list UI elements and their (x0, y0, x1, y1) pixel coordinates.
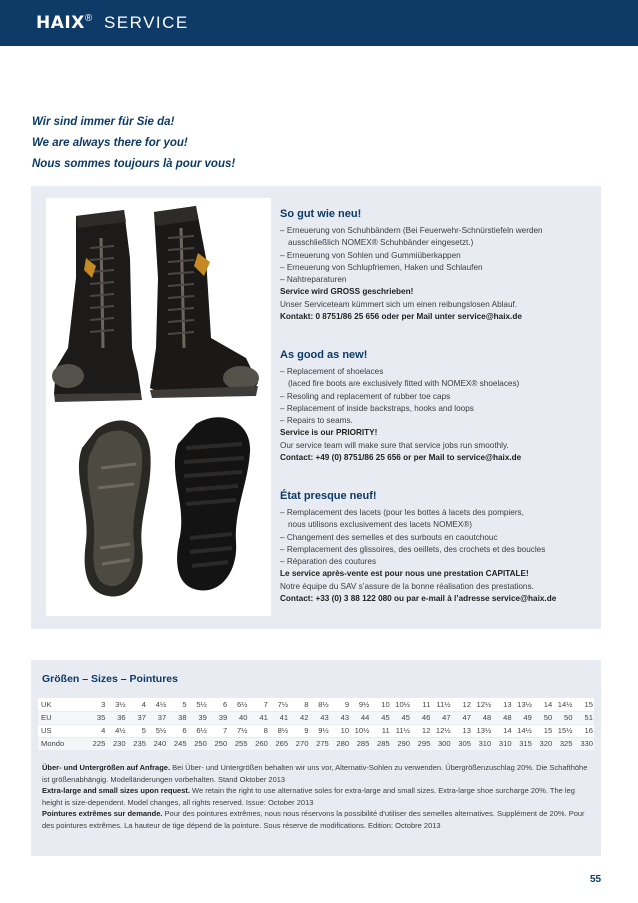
size-cell: 50 (533, 711, 553, 724)
service-item: – Replacement of inside backstraps, hooks and loops (280, 403, 474, 413)
size-cell: 39 (208, 711, 228, 724)
size-cell: 245 (167, 737, 187, 750)
sizes-panel (31, 660, 601, 856)
brand-logo-text: HAIX (36, 13, 85, 33)
size-cell: 9½ (350, 698, 370, 711)
size-cell: 13 (492, 698, 512, 711)
size-cell: 10 (370, 698, 390, 711)
size-cell: 45 (391, 711, 411, 724)
size-cell: 4½ (106, 724, 126, 737)
service-item: – Remplacement des glissoires, des oeillets, des crochets et des boucles (280, 544, 546, 554)
size-cell: 15½ (553, 724, 573, 737)
size-cell: 7½ (228, 724, 248, 737)
size-cell: 48 (472, 711, 492, 724)
size-cell: 320 (533, 737, 553, 750)
size-cell: 6½ (228, 698, 248, 711)
size-cell: 5½ (188, 698, 208, 711)
size-cell: 39 (188, 711, 208, 724)
slogan-de: Wir sind immer für Sie da! (32, 116, 175, 128)
size-cell: 10 (330, 724, 350, 737)
slogan-en: We are always there for you! (32, 137, 188, 149)
size-cell: 35 (86, 711, 106, 724)
size-cell: 7 (249, 698, 269, 711)
size-cell: 250 (208, 737, 228, 750)
size-cell: 290 (391, 737, 411, 750)
size-cell: 285 (370, 737, 390, 750)
size-cell: 6½ (188, 724, 208, 737)
size-cell: 310 (472, 737, 492, 750)
size-cell: 6 (208, 698, 228, 711)
size-cell: 37 (127, 711, 147, 724)
size-cell: 260 (249, 737, 269, 750)
size-cell: 270 (289, 737, 309, 750)
size-cell: 315 (513, 737, 533, 750)
size-cell: 3½ (106, 698, 126, 711)
size-cell: 14 (492, 724, 512, 737)
size-cell: 36 (106, 711, 126, 724)
size-cell: 8½ (269, 724, 289, 737)
size-cell: 4 (127, 698, 147, 711)
service-item: – Repairs to seams. (280, 416, 353, 426)
size-cell: 255 (228, 737, 248, 750)
size-row-label: EU (38, 711, 86, 724)
size-cell: 4½ (147, 698, 167, 711)
size-cell: 11 (370, 724, 390, 737)
service-contact-fr: Contact: +33 (0) 3 88 122 080 ou par e-mail à l’adresse service@haix.de (280, 594, 557, 604)
size-cell: 285 (350, 737, 370, 750)
slogans (32, 112, 235, 175)
sizes-title: Größen – Sizes – Pointures (42, 673, 178, 685)
service-block-en (280, 349, 595, 464)
service-panel (31, 186, 601, 629)
size-cell: 11½ (431, 698, 451, 711)
size-cell: 325 (553, 737, 573, 750)
service-contact-de: Kontakt: 0 8751/86 25 656 oder per Mail unter service@haix.de (280, 312, 522, 322)
service-item: – Erneuerung von Schlupfriemen, Haken und Schlaufen (280, 262, 483, 272)
size-cell: 5 (127, 724, 147, 737)
size-note-de: Über- und Untergrößen auf Anfrage. Bei Über- und Untergrößen behalten wir uns vor, Alternativ-Sohlen zu verwenden. Übergrößenzuschlag 20%. Die Schafthöhe ist größenabhängig. Modelländerungen vorbehalten. Stand Oktober 2013 (42, 763, 588, 784)
size-row-us (38, 724, 594, 737)
size-cell: 40 (228, 711, 248, 724)
size-cell: 9 (330, 698, 350, 711)
size-cell: 11½ (391, 724, 411, 737)
size-cell: 4 (86, 724, 106, 737)
service-title-de: So gut wie neu! (280, 208, 362, 220)
size-cell: 14½ (513, 724, 533, 737)
service-item: – Replacement of shoelaces (laced fire boots are exclusively fitted with NOMEX® shoelaces) (280, 367, 520, 389)
size-cell: 11 (411, 698, 431, 711)
size-cell: 15 (574, 698, 595, 711)
size-note-en: Extra-large and small sizes upon request. We retain the right to use alternative soles for extra-large and small sizes. Extra-large shoe surcharge 20%. The leg height is size-dependent. Model changes, all rights reserved. Issue: October 2013 (42, 786, 575, 807)
size-row-label: Mondo (38, 737, 86, 750)
service-item: – Remplacement des lacets (pour les bottes à lacets des pompiers, nous utilisons exclusivement des lacets NOMEX®) (280, 508, 524, 530)
size-cell: 300 (431, 737, 451, 750)
service-title-en: As good as new! (280, 349, 368, 361)
size-cell: 310 (492, 737, 512, 750)
size-row-label: US (38, 724, 86, 737)
size-cell: 275 (309, 737, 329, 750)
size-cell: 14 (533, 698, 553, 711)
size-cell: 12 (411, 724, 431, 737)
service-priority-fr: Le service après-vente est pour nous une prestation CAPITALE! (280, 569, 529, 579)
service-title-fr: État presque neuf! (280, 490, 377, 502)
size-cell: 41 (269, 711, 289, 724)
size-cell: 50 (553, 711, 573, 724)
size-cell: 330 (574, 737, 595, 750)
size-cell: 47 (431, 711, 451, 724)
size-cell: 280 (330, 737, 350, 750)
service-block-de (280, 208, 595, 323)
service-item: – Changement des semelles et des surbouts en caoutchouc (280, 532, 498, 542)
service-block-fr (280, 490, 595, 605)
size-cell: 8 (289, 698, 309, 711)
size-cell: 230 (106, 737, 126, 750)
size-cell: 3 (86, 698, 106, 711)
size-row-mondo (38, 737, 594, 750)
service-note-fr: Notre équipe du SAV s’assure de la bonne réalisation des prestations. (280, 581, 534, 591)
size-cell: 265 (269, 737, 289, 750)
service-priority-en: Service is our PRIORITY! (280, 428, 378, 438)
service-item: – Réparation des coutures (280, 557, 377, 567)
service-contact-en: Contact: +49 (0) 8751/86 25 656 or per Mail to service@haix.de (280, 453, 522, 463)
size-cell: 48 (492, 711, 512, 724)
size-cell: 12½ (431, 724, 451, 737)
size-note-fr: Pointures extrêmes sur demande. Pour des pointures extrêmes, nous nous réservons la possibilité d'utiliser des semelles alternatives. Supplément de 20%. Pour des pointures extrêmes. La hauteur de tige dépend de la pointure. Sous réserve de modifications. Edition: Octobre 2013 (42, 809, 585, 830)
size-cell: 225 (86, 737, 106, 750)
service-priority-de: Service wird GROSS geschrieben! (280, 287, 414, 297)
size-cell: 12½ (472, 698, 492, 711)
section-name: SERVICE (103, 13, 189, 32)
boots-image (46, 198, 271, 616)
size-cell: 10½ (391, 698, 411, 711)
size-table (38, 698, 594, 751)
slogan-fr: Nous sommes toujours là pour vous! (32, 158, 236, 170)
registered-mark: ® (84, 13, 94, 24)
size-cell: 240 (147, 737, 167, 750)
size-notes (42, 762, 594, 831)
size-cell: 7½ (269, 698, 289, 711)
size-cell: 16 (574, 724, 595, 737)
size-row-label: UK (38, 698, 86, 711)
header-title (36, 13, 189, 33)
size-cell: 5½ (147, 724, 167, 737)
size-cell: 37 (147, 711, 167, 724)
size-cell: 9 (289, 724, 309, 737)
service-item: – Erneuerung von Sohlen und Gummiüberkappen (280, 250, 461, 260)
size-cell: 10½ (350, 724, 370, 737)
size-cell: 15 (533, 724, 553, 737)
page-number: 55 (590, 874, 602, 885)
size-cell: 295 (411, 737, 431, 750)
size-cell: 47 (452, 711, 472, 724)
size-cell: 41 (249, 711, 269, 724)
size-row-uk (38, 698, 594, 711)
service-item: – Erneuerung von Schuhbändern (Bei Feuerwehr-Schnürstiefeln werden ausschließlich NOMEX® Schuhbänder eingesetzt.) (280, 226, 543, 248)
service-note-de: Unser Serviceteam kümmert sich um einen reibungslosen Ablauf. (280, 299, 518, 309)
size-cell: 14½ (553, 698, 573, 711)
size-cell: 13½ (472, 724, 492, 737)
size-cell: 235 (127, 737, 147, 750)
size-cell: 13 (452, 724, 472, 737)
size-cell: 9½ (309, 724, 329, 737)
size-cell: 44 (350, 711, 370, 724)
size-cell: 38 (167, 711, 187, 724)
size-cell: 51 (574, 711, 595, 724)
boots-photo (46, 198, 271, 616)
size-cell: 250 (188, 737, 208, 750)
size-cell: 45 (370, 711, 390, 724)
size-cell: 12 (452, 698, 472, 711)
size-cell: 6 (167, 724, 187, 737)
size-cell: 8 (249, 724, 269, 737)
size-cell: 7 (208, 724, 228, 737)
header-band (0, 0, 638, 46)
size-cell: 8½ (309, 698, 329, 711)
size-cell: 46 (411, 711, 431, 724)
size-row-eu (38, 711, 594, 724)
service-note-en: Our service team will make sure that service jobs run smoothly. (280, 440, 509, 450)
size-cell: 42 (289, 711, 309, 724)
size-cell: 5 (167, 698, 187, 711)
service-item: – Resoling and replacement of rubber toe caps (280, 391, 451, 401)
size-cell: 43 (309, 711, 329, 724)
service-item: – Nahtreparaturen (280, 275, 347, 285)
size-cell: 305 (452, 737, 472, 750)
size-cell: 43 (330, 711, 350, 724)
size-cell: 13½ (513, 698, 533, 711)
size-cell: 49 (513, 711, 533, 724)
